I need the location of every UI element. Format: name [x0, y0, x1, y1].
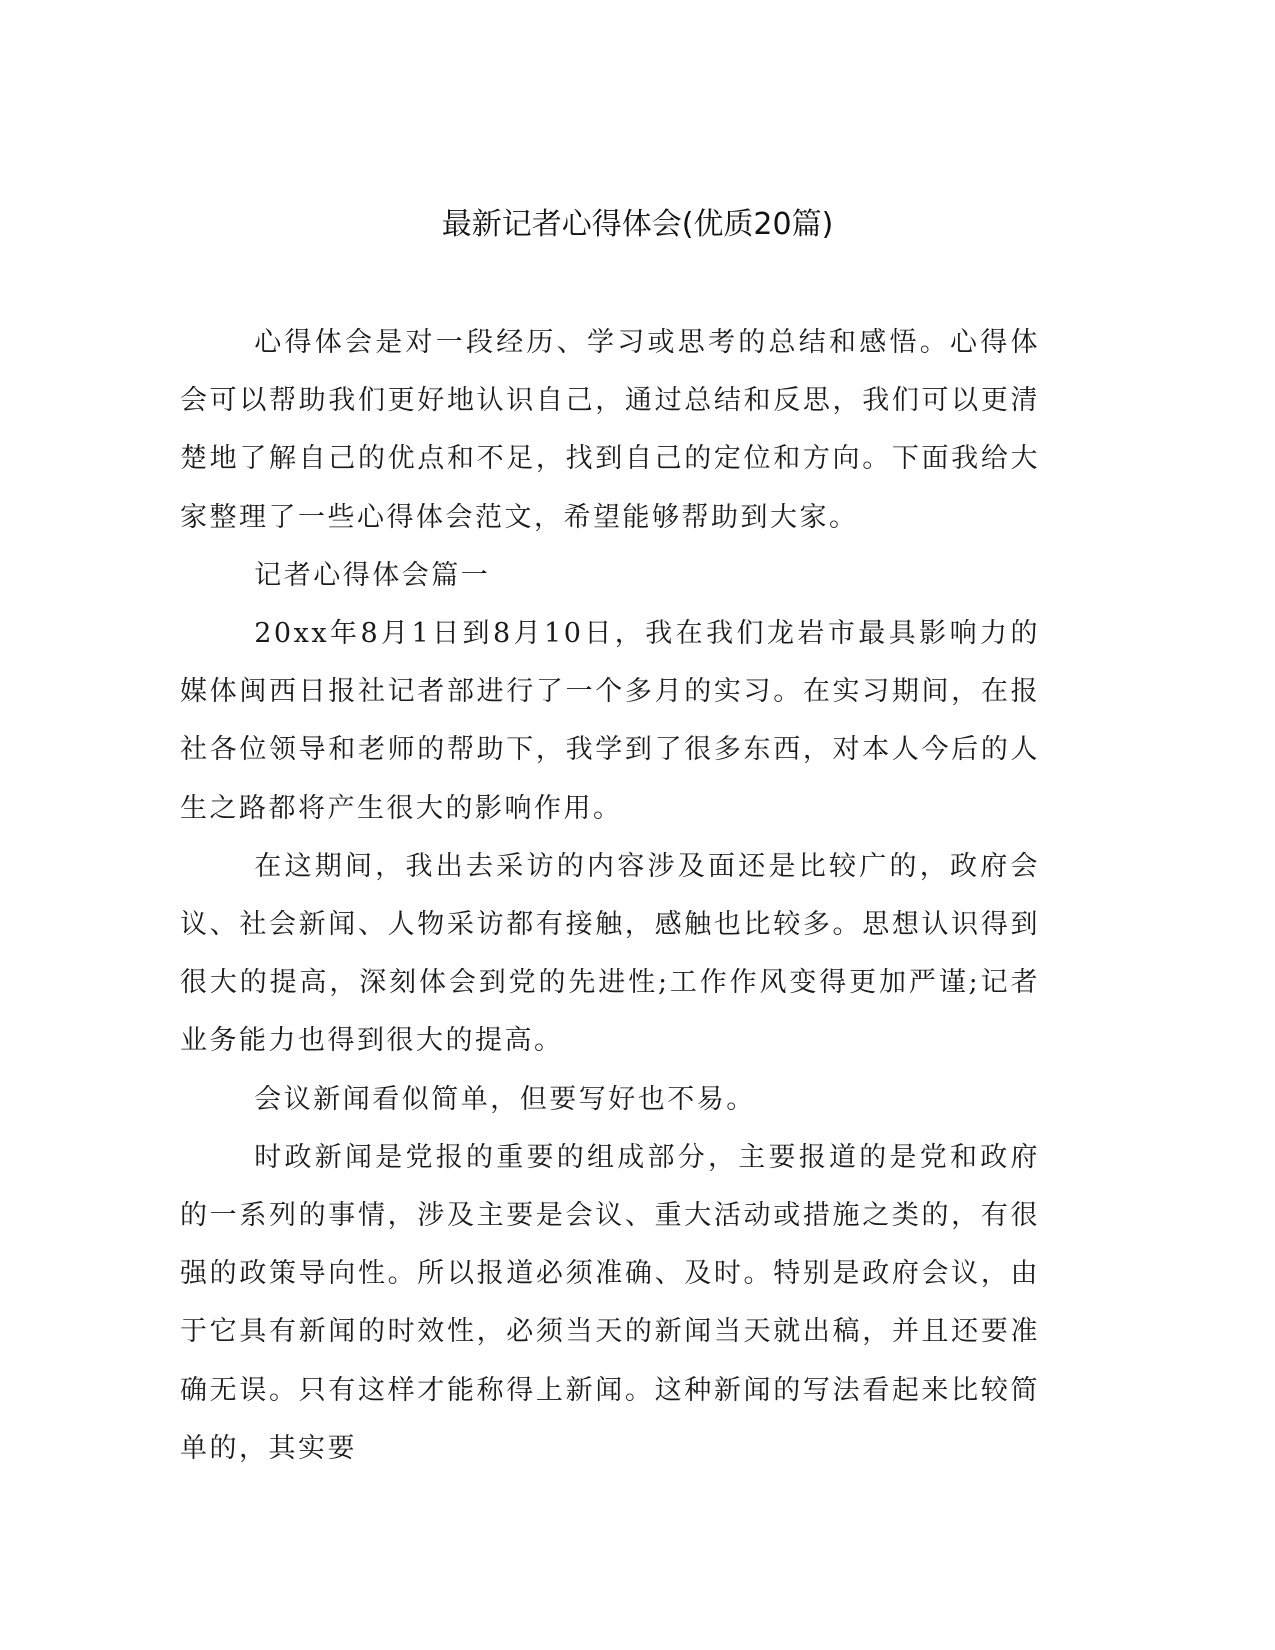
section-heading: 记者心得体会篇一 — [254, 559, 491, 591]
paragraph-meeting-news: 会议新闻看似简单，但要写好也不易。 — [254, 1083, 756, 1115]
paragraph-political-news: 时政新闻是党报的重要的组成部分，主要报道的是党和政府的一系列的事情，涉及主要是会议、重大活动或措施之类的，有很强的政策导向性。所以报道必须准确、及时。特别是政府会议，由于它具有新闻的时效性，必须当天的新闻当天就出稿，并且还要准确无误。只有这样才能称得上新闻。这种新闻的写法看起来比较简单的，其实要 — [180, 1141, 1040, 1464]
document-body — [180, 314, 1040, 1478]
paragraph-intro: 心得体会是对一段经历、学习或思考的总结和感悟。心得体会可以帮助我们更好地认识自己，通过总结和反思，我们可以更清楚地了解自己的优点和不足，找到自己的定位和方向。下面我给大家整理了一些心得体会范文，希望能够帮助到大家。 — [180, 327, 1040, 533]
document-title: 最新记者心得体会(优质20篇) — [441, 207, 834, 242]
paragraph-internship: 20xx年8月1日到8月10日，我在我们龙岩市最具影响力的媒体闽西日报社记者部进行了一个多月的实习。在实习期间，在报社各位领导和老师的帮助下，我学到了很多东西，对本人今后的人生之路都将产生很大的影响作用。 — [180, 618, 1040, 824]
paragraph-interviews: 在这期间，我出去采访的内容涉及面还是比较广的，政府会议、社会新闻、人物采访都有接触，感触也比较多。思想认识得到很大的提高，深刻体会到党的先进性;工作作风变得更加严谨;记者业务能力也得到很大的提高。 — [180, 850, 1040, 1057]
